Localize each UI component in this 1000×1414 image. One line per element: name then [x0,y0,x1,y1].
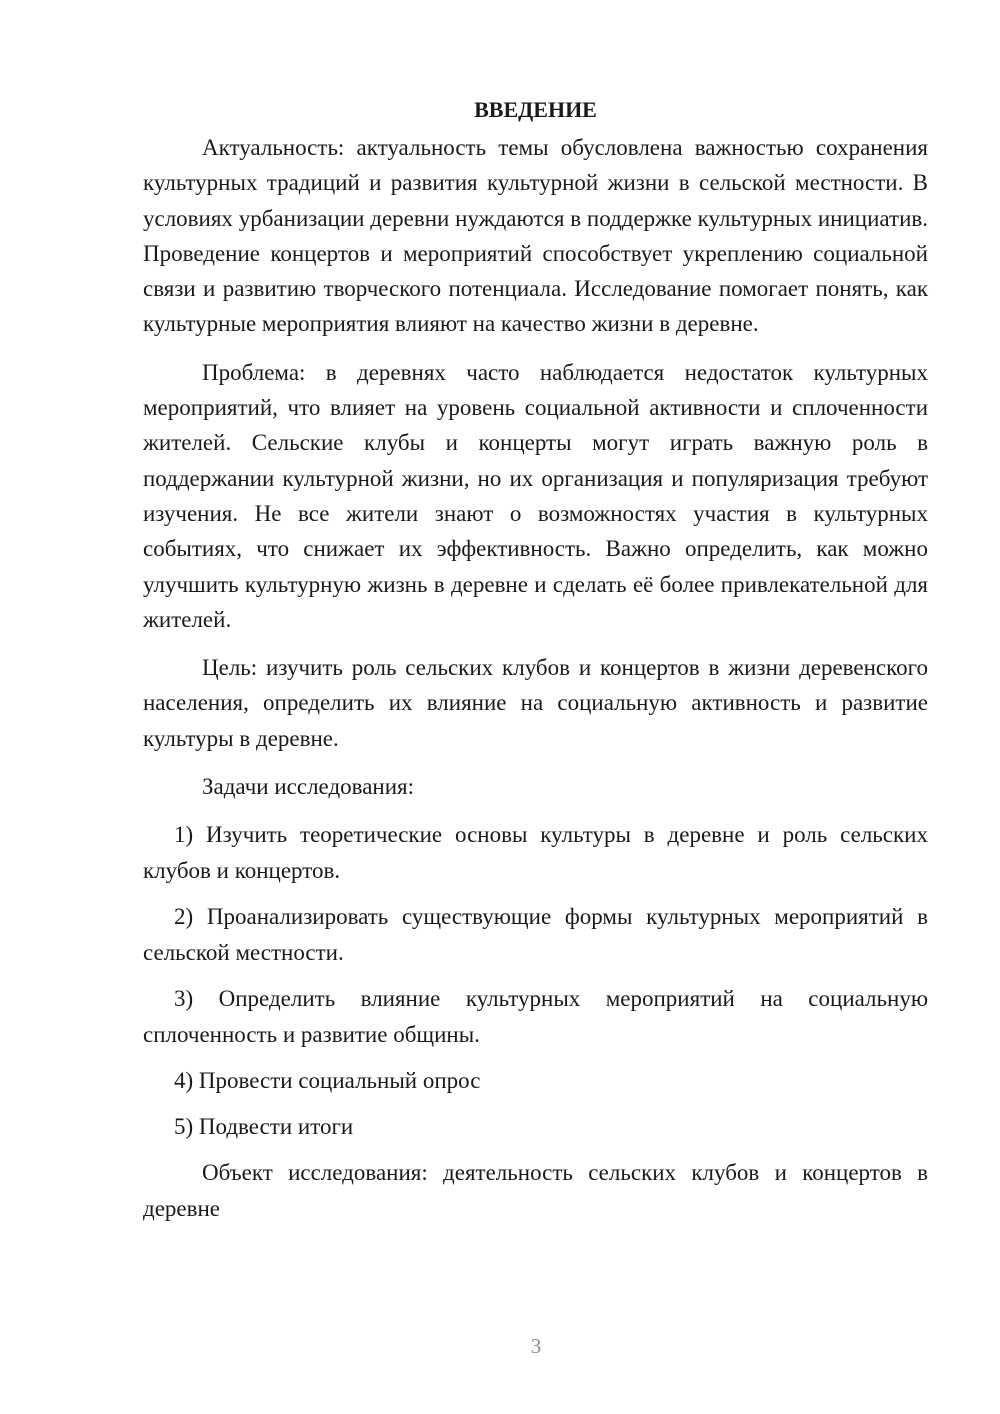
task-item: 4) Провести социальный опрос [174,1068,481,1094]
problem-paragraph: Проблема: в деревнях часто наблюдается недостаток культурных мероприятий, что влияет на уровень социальной активности и сплоченности жителей. Сельские клубы и концерты могут играть важную роль в поддержании культурной жизни, но их организация и популяризация требуют изучения. Не все жители знают о возможностях участия в культурных событиях, что снижает их эффективность. Важно определить, как можно улучшить культурную жизнь в деревне и сделать её более привлекательной для жителей. [143,359,928,632]
section-heading: ВВЕДЕНИЕ [474,97,597,122]
goal-paragraph: Цель: изучить роль сельских клубов и концертов в жизни деревенского населения, определить их влияние на социальную активность и развитие культуры в деревне. [143,655,928,751]
task-item: 2) Проанализировать существующие формы культурных мероприятий в сельской местности. [143,904,928,966]
relevance-paragraph: Актуальность: актуальность темы обусловлена важностью сохранения культурных традиций и развития культурной жизни в сельской местности. В условиях урбанизации деревни нуждаются в поддержке культурных инициатив. Проведение концертов и мероприятий способствует укреплению социальной связи и развитию творческого потенциала. Исследование помогает понять, как культурные мероприятия влияют на качество жизни в деревне. [143,135,928,337]
page-content [143,95,928,1239]
task-item: 3) Определить влияние культурных мероприятий на социальную сплоченность и развитие общины. [143,986,928,1048]
task-item: 1) Изучить теоретические основы культуры в деревне и роль сельских клубов и концертов. [143,822,928,884]
task-item: 5) Подвести итоги [174,1114,354,1140]
tasks-heading: Задачи исследования: [202,774,415,800]
page-number: 3 [530,1334,542,1358]
object-paragraph: Объект исследования: деятельность сельских клубов и концертов в деревне [143,1160,928,1221]
tasks-list [143,817,928,1145]
